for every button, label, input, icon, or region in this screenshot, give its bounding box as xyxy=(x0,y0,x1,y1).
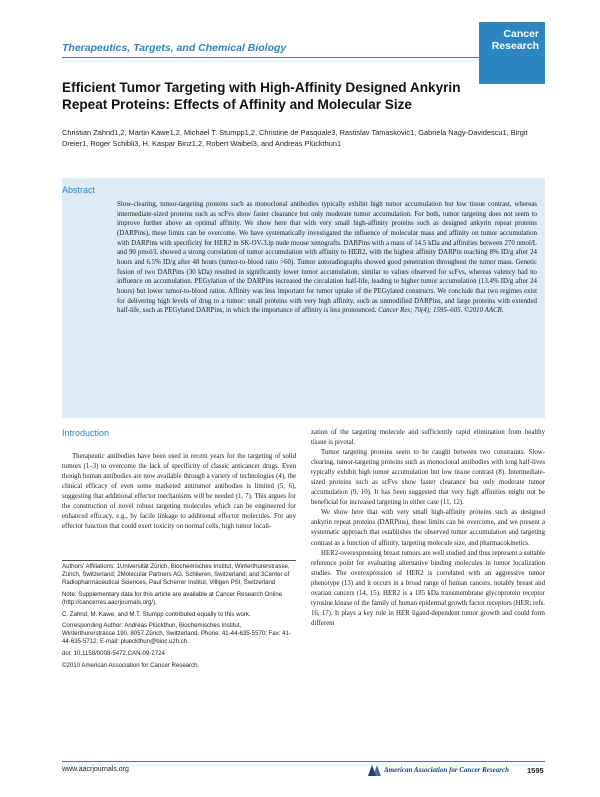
introduction-heading: Introduction xyxy=(62,428,110,438)
intro-paragraph-3: We show here that with very small high-affinity proteins such as designed ankyrin repeat proteins (DARPins), these limits can be overcome, and we present a systematic approach that establishes the observed tumor accumulation and targeting contrast as a function of affinity, targeting molecule size, and pharmacokinetics. xyxy=(311,509,545,547)
intro-paragraph-1: Therapeutic antibodies have been used in recent years for the targeting of solid tumors (1–3) to overcome the lack of specificity of classic anticancer drugs. Even though human antibodies are now available through a variety of technologies (4), the clinical efficacy of even some marketed antitumor antibodies is limited (5, 6), suggesting that additional effector mechanisms will be needed (1, 7). This argues for the construction of novel robust targeting molecules which can be engineered for enhanced efficacy, e.g., by facile linkage to additional effector molecules. For any effector function that could exert toxicity on normal cells, high tumor locali- xyxy=(62,453,296,531)
journal-name-line1: Cancer xyxy=(503,28,539,40)
affiliations-note: Authors' Affiliations: 1Universität Zürich, Biochemisches Institut, Winterthurerstrasse, Zürich, Switzerland; 2Molecular Partners AG, Schlieren, Switzerland; and 3Center of Radiopharmaceutical Sciences, Paul Scherrer Institut, Villigen PSI, Switzerland xyxy=(62,563,290,586)
journal-badge xyxy=(479,22,545,84)
supplementary-note: Note: Supplementary data for this article are available at Cancer Research Online (http://cancerres.aacrjournals.org/). xyxy=(62,590,283,606)
footer-rule xyxy=(62,761,545,762)
publisher-name: American Association for Cancer Research xyxy=(384,766,509,774)
abstract-text: Slow-clearing, tumor-targeting proteins such as monoclonal antibodies typically exhibit high tumor accumulation but low tissue contrast, whereas intermediate-sized proteins such as scFvs show faster clearance but only moderate tumor accumulation. For both, tumor targeting does not seem to improve further above an optimal affinity. We show here that with very small high-affinity proteins such as designed ankyrin repeat proteins (DARPins), these limits can be overcome. We have systematically investigated the influence of molecular mass and affinity on tumor accumulation with DARPins with specificity for HER2 in SK-OV-3.ip nude mouse xenografts. DARPins with a mass of 14.5 kDa and affinities between 270 nmol/L and 90 pmol/L showed a strong correlation of tumor accumulation with affinity to HER2, with the highest affinity DARPin reaching 8% ID/g after 24 hours and 6.5% ID/g after 48 hours (tumor-to-blood ratio >60). Tumor autoradiographs showed good penetration throughout the tumor mass. Genetic fusion of two DARPins (30 kDa) resulted in significantly lower tumor accumulation, similar to values observed for scFvs, whereas valency had no influence on accumulation. PEGylation of the DARPins increased the circulation half-life, leading to higher tumor accumulation (13.4% ID/g after 24 hours) but lower tumor-to-blood ratios. Affinity was less important for tumor uptake of the PEGylated constructs. We conclude that two regimes exist for delivering high levels of drug to a tumor: small proteins with very high affinity, such as unmodified DARPins, and large proteins with extended half-life, such as PEGylated DARPins, in which the importance of affinity is less pronounced. xyxy=(117,201,537,315)
intro-paragraph-4: HER2-overexpressing breast tumors are well studied and thus represent a suitable reference point for evaluating alternative binding molecules in tumor localization studies. The overexpression of HER2 is correlated with an aggressive tumor phenotype (13) and it occurs in a broad range of human cancers, notably breast and ovarian cancers (14, 15). HER2 is a 185 kDa transmembrane glycoprotein receptor tyrosine kinase of the family of human epidermal growth factor receptors (HER; refs. 16, 17). It plays a key role in HER ligand-dependent tumor growth and could form different xyxy=(311,549,545,627)
corresponding-author-note: Corresponding Author: Andreas Plückthun, Biochemisches Institut, Winterthurerstrasse 190, 8057 Zürich, Switzerland. Phone: 41-44-635-5570; Fax: 41-44-635-5712; E-mail: plueckthun@bioc.uzh.ch. xyxy=(62,622,291,646)
journal-name-line2: Research xyxy=(491,40,539,52)
intro-paragraph-continued: zation of the targeting molecule and sufficiently rapid elimination from healthy tissue is pivotal. xyxy=(311,429,545,447)
contribution-note: C. Zahnd, M. Kawe, and M.T. Stumpp contributed equally to this work. xyxy=(62,610,251,618)
author-list: Christian Zahnd1,2, Martin Kawe1,2, Michael T. Stumpp1,2, Christine de Pasquale3, Rastislav Tamaskovic1, Gabriela Nagy-Davidescu1, Birgit Dreier1, Roger Schibli3, H. Kaspar Binz1,2, Robert Waibel3, and Andreas Plückthun1 xyxy=(62,128,528,148)
abstract-body xyxy=(117,200,537,316)
aacr-logo-icon xyxy=(368,765,382,776)
section-label: Therapeutics, Targets, and Chemical Biology xyxy=(62,42,287,54)
journal-url: www.aacrjournals.org xyxy=(62,766,129,773)
column-right xyxy=(311,428,545,629)
page-number: 1595 xyxy=(527,766,544,775)
doi-note: doi: 10.1158/0008-5472.CAN-09-2724 xyxy=(62,650,165,658)
header-rule xyxy=(62,57,545,58)
article-title: Efficient Tumor Targeting with High-Affinity Designed Ankyrin Repeat Proteins: Effects of Affinity and Molecular Size xyxy=(62,80,461,112)
column-left xyxy=(62,452,296,532)
abstract-citation: Cancer Res; 70(4); 1595–605. ©2010 AACR. xyxy=(378,307,504,315)
abstract-heading: Abstract xyxy=(62,185,96,195)
footnote-rule xyxy=(62,560,296,561)
intro-paragraph-2: Tumor targeting proteins seem to be caught between two constraints. Slow-clearing, tumor-targeting proteins such as monoclonal antibodies with long half-lives typically exhibit high tumor accumulation but low tissue contrast (8). Intermediate-sized proteins such as scFvs show faster clearance but only moderate tumor accumulation (9, 10). It has been suggested that very high affinities might not be beneficial for increased targeting in either case (11, 12). xyxy=(311,449,545,507)
copyright-note: ©2010 American Association for Cancer Research. xyxy=(62,662,200,670)
footnotes xyxy=(62,563,296,674)
